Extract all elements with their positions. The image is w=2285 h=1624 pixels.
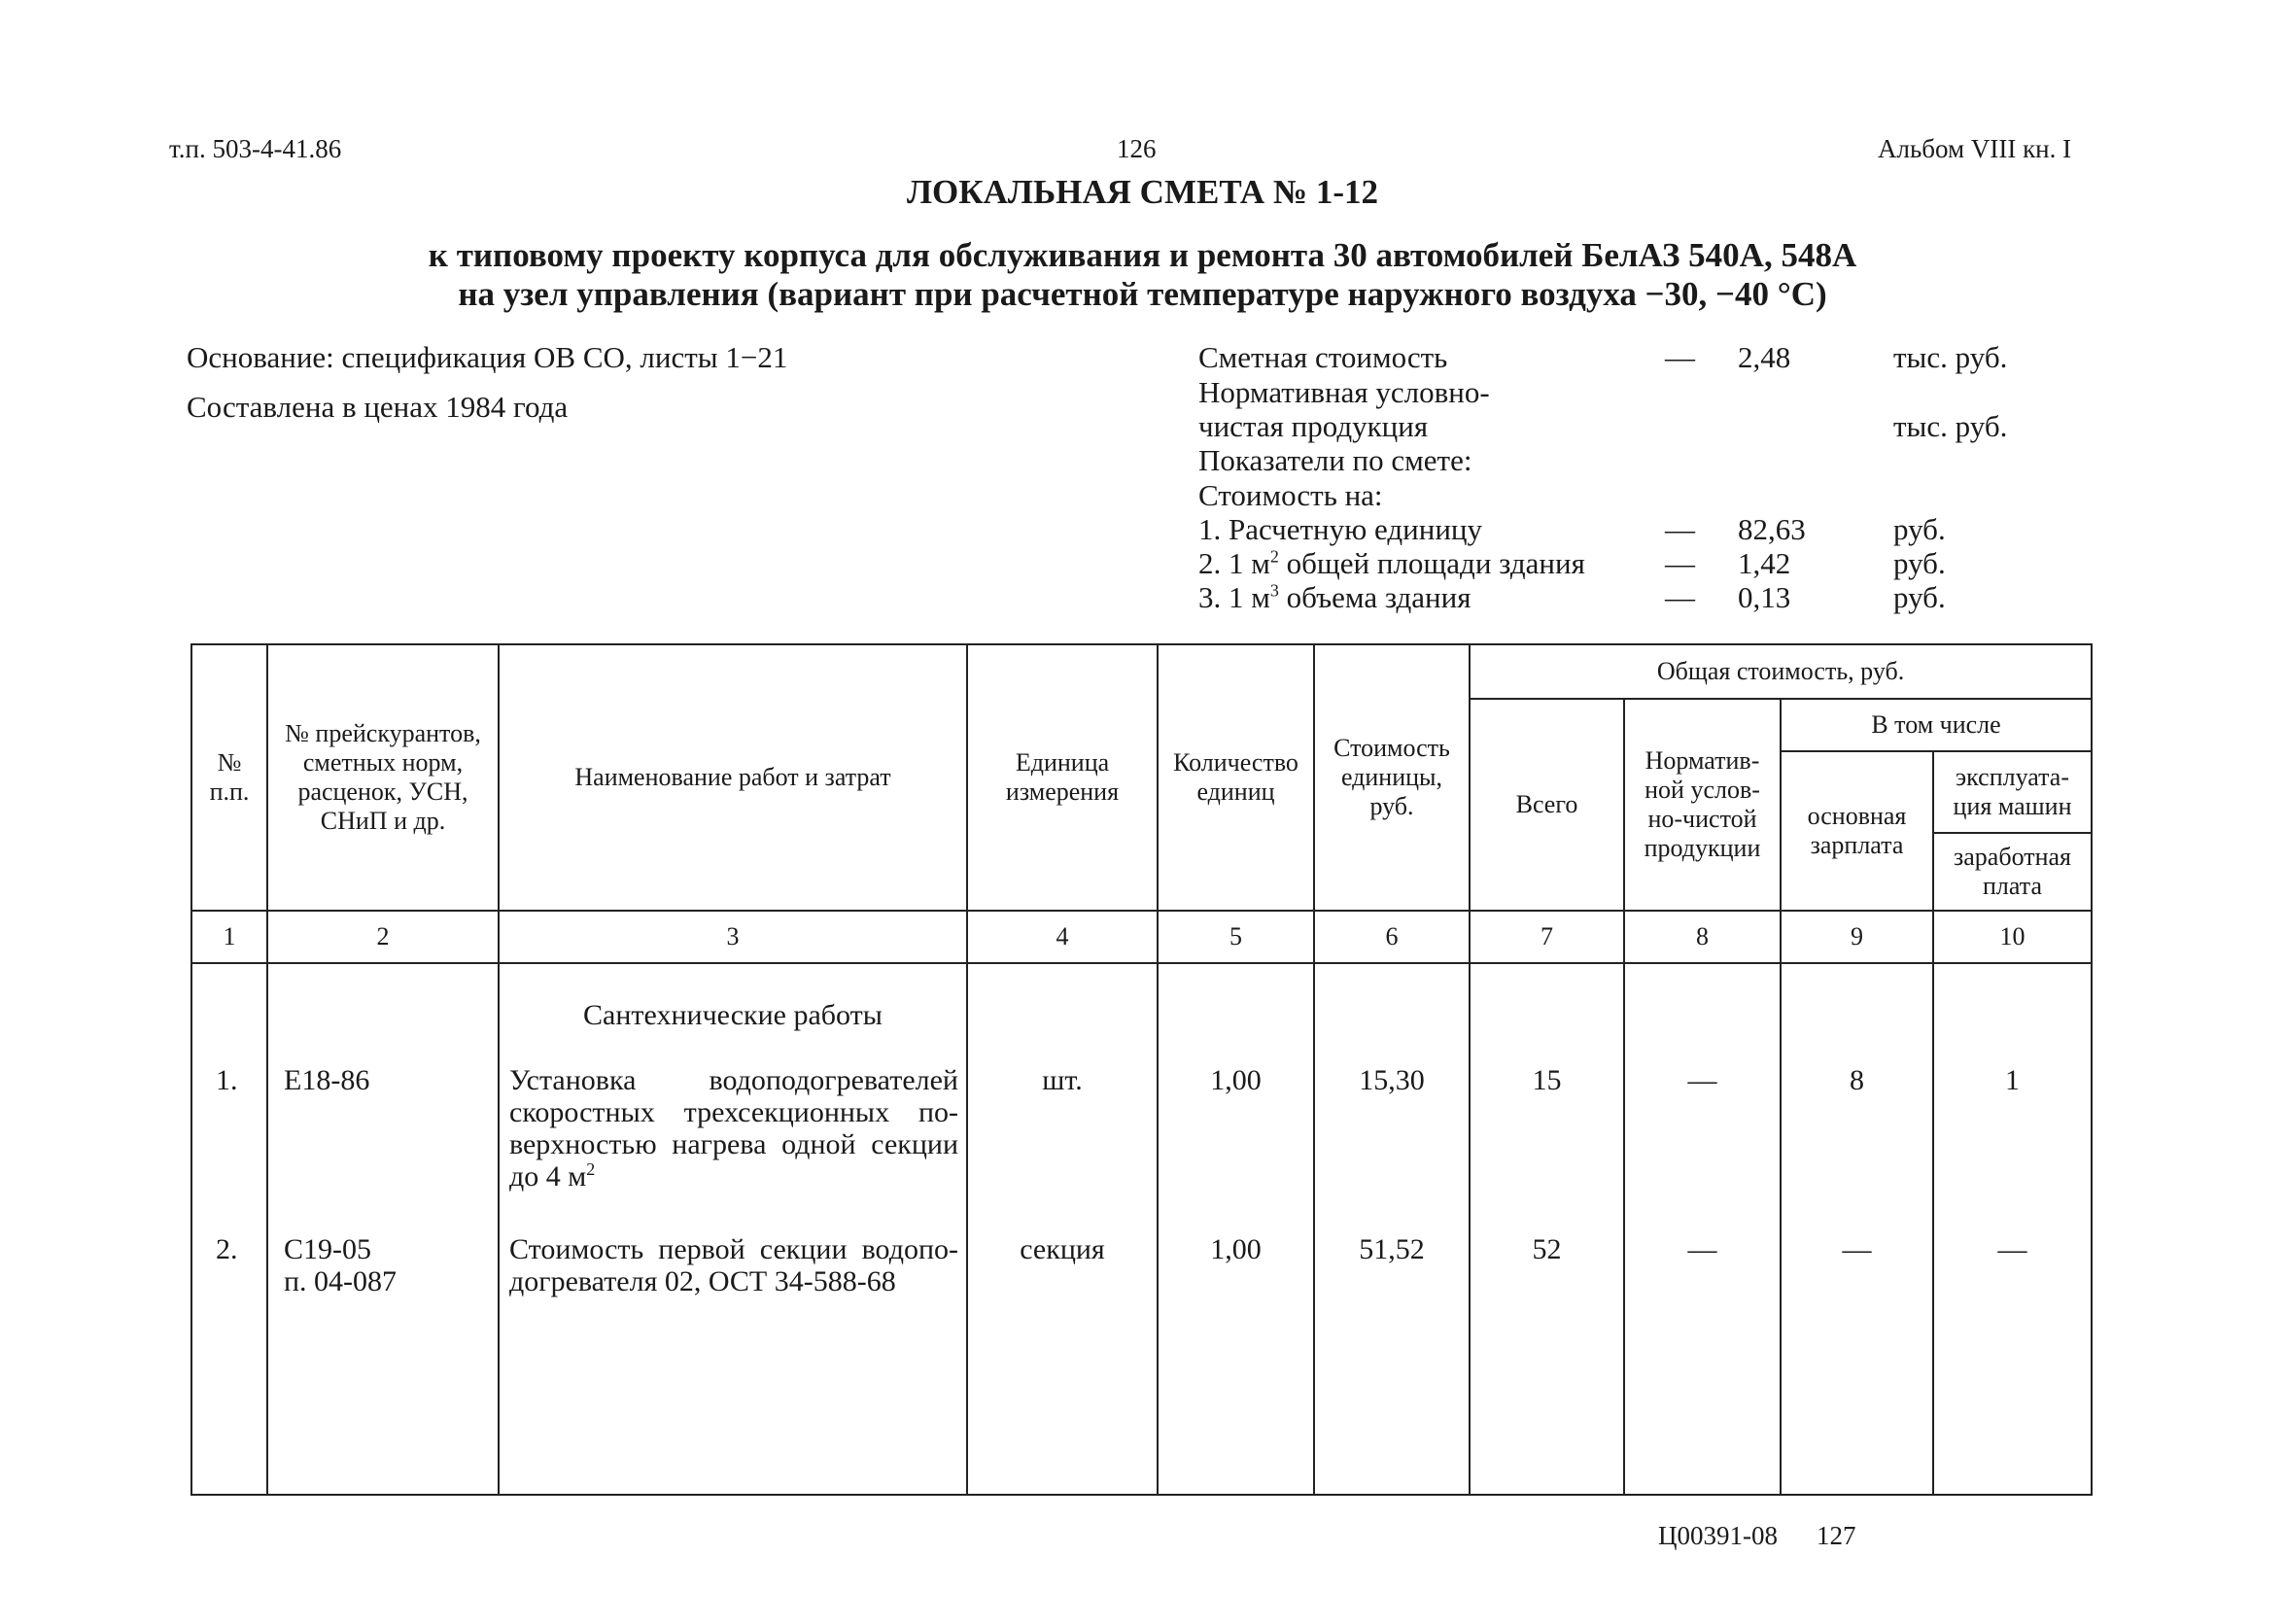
- summary-ind2-label-pre: 2. 1 м: [1198, 546, 1270, 580]
- summary-ind3-unit: руб.: [1893, 580, 1946, 614]
- header-normative: Норматив-ной услов-но-чистой продукции: [1624, 699, 1781, 911]
- column-numbers-row: [191, 911, 2092, 963]
- summary-norm-unit: тыс. руб.: [1893, 409, 2008, 443]
- row1-base-salary: 8: [1850, 1064, 1864, 1096]
- summary-ind2-row: [1198, 546, 2073, 580]
- summary-ind3-dash: —: [1665, 580, 1695, 614]
- summary-ind2-sup: 2: [1269, 546, 1279, 567]
- footer-page: 127: [1817, 1521, 1856, 1550]
- estimate-table: [190, 643, 2093, 1496]
- row2-unit: секция: [1020, 1233, 1105, 1265]
- summary-ind2-value: 1,42: [1738, 546, 1791, 580]
- row2-base-salary: —: [1842, 1233, 1872, 1265]
- doc-code: т.п. 503-4-41.86: [169, 134, 342, 163]
- summary-ind3-value: 0,13: [1738, 580, 1791, 614]
- summary-ind2-dash: —: [1665, 546, 1695, 580]
- row1-total: 15: [1532, 1064, 1562, 1096]
- header-total-group: Общая стоимость, руб.: [1470, 644, 2092, 699]
- section-title: Сантехнические работы: [583, 999, 883, 1031]
- row2-total: 52: [1532, 1233, 1562, 1265]
- page-number: 126: [1117, 134, 1157, 163]
- summary-ind2-label-post: общей площади здания: [1278, 546, 1585, 580]
- row2-machines: —: [1997, 1233, 2027, 1265]
- cell-code: [267, 963, 499, 1495]
- row2-code: С19-05: [284, 1233, 371, 1265]
- summary-cost-dash: —: [1665, 340, 1695, 374]
- cell-qty: [1158, 963, 1314, 1495]
- row1-machines: 1: [2005, 1064, 2021, 1096]
- summary-ind3-label-pre: 3. 1 м: [1198, 580, 1270, 614]
- row1-name: [509, 1064, 958, 1192]
- header-incl-group: В том числе: [1781, 699, 2092, 751]
- footer-code: Ц00391-08: [1658, 1521, 1778, 1550]
- col-number: 7: [1470, 911, 1624, 963]
- row1-code: Е18-86: [284, 1064, 370, 1096]
- summary-cost-row: [1198, 340, 2073, 374]
- summary-ind2-unit: руб.: [1893, 546, 1946, 580]
- col-number: 9: [1781, 911, 1933, 963]
- summary-ind3-label: [1198, 580, 1471, 615]
- row2-name: [509, 1233, 958, 1297]
- cell-unit-cost: [1314, 963, 1470, 1495]
- cell-unit: [967, 963, 1158, 1495]
- cell-base-salary: [1781, 963, 1933, 1495]
- row1-unit: шт.: [1042, 1064, 1083, 1096]
- summary-ind1-label: 1. Расчетную единицу: [1198, 512, 1483, 546]
- row1-normative: —: [1687, 1064, 1717, 1096]
- header-pricelist: № прейскурантов, сметных норм, расценок, УСН, СНиП и др.: [267, 644, 499, 911]
- cell-normative: [1624, 963, 1781, 1495]
- summary-indicators-row: [1198, 443, 2073, 477]
- row1-name-sup: 2: [586, 1159, 596, 1179]
- col-number: 5: [1158, 911, 1314, 963]
- summary-cost-unit: тыс. руб.: [1893, 340, 2008, 374]
- summary-indicators-label: Показатели по смете:: [1198, 443, 1472, 477]
- cell-name: [499, 963, 967, 1495]
- header-unit: Единица измерения: [967, 644, 1158, 911]
- col-number: 8: [1624, 911, 1781, 963]
- row2-unit-cost: 51,52: [1359, 1233, 1425, 1265]
- col-number: 3: [499, 911, 967, 963]
- summary-costper-row: [1198, 478, 2073, 512]
- header-num: № п.п.: [191, 644, 267, 911]
- summary-ind3-row: [1198, 580, 2073, 614]
- summary-costper-label: Стоимость на:: [1198, 478, 1383, 512]
- col-number: 10: [1933, 911, 2092, 963]
- doc-subtitle-1: к типовому проекту корпуса для обслуживания и ремонта 30 автомобилей БелАЗ 540А, 548А: [428, 236, 1857, 274]
- summary-norm-label-2: чистая продукция: [1198, 409, 1429, 443]
- summary-cost-value: 2,48: [1738, 340, 1791, 374]
- doc-title: ЛОКАЛЬНАЯ СМЕТА № 1-12: [906, 173, 1379, 211]
- header-base-salary: основная зарплата: [1781, 751, 1933, 911]
- row2-qty: 1,00: [1210, 1233, 1262, 1265]
- summary-norm-row-2: [1198, 409, 2073, 443]
- summary-ind3-label-post: объема здания: [1278, 580, 1471, 614]
- col-number: 6: [1314, 911, 1470, 963]
- header-unit-cost: Стоимость единицы, руб.: [1314, 644, 1470, 911]
- row1-qty: 1,00: [1210, 1064, 1262, 1096]
- header-wage: заработная плата: [1933, 833, 2092, 911]
- summary-norm-label-1: Нормативная условно-: [1198, 375, 1490, 409]
- header-qty: Количество единиц: [1158, 644, 1314, 911]
- row2-normative: —: [1687, 1233, 1717, 1265]
- summary-cost-label: Сметная стоимость: [1198, 340, 1448, 374]
- summary-ind3-sup: 3: [1269, 580, 1279, 601]
- row1-name-text: Установка водоподогревателей скоростных трехсекционных по-верхностью нагрева одной секции до 4 м: [509, 1064, 958, 1192]
- doc-subtitle-2: на узел управления (вариант при расчетной температуре наружного воздуха −30, −40 °С): [458, 275, 1827, 313]
- prices-line: Составлена в ценах 1984 года: [187, 390, 569, 424]
- row2-num: 2.: [216, 1233, 238, 1265]
- summary-ind2-label: [1198, 546, 1585, 581]
- col-number: 4: [967, 911, 1158, 963]
- cell-total: [1470, 963, 1624, 1495]
- summary-ind1-unit: руб.: [1893, 512, 1946, 546]
- col-number: 2: [267, 911, 499, 963]
- summary-ind1-dash: —: [1665, 512, 1695, 546]
- col-number: 1: [191, 911, 267, 963]
- row1-num: 1.: [216, 1064, 238, 1096]
- album-label: Альбом VIII кн. I: [1878, 134, 2072, 163]
- cell-num: [191, 963, 267, 1495]
- summary-norm-row-1: [1198, 375, 2073, 409]
- row1-unit-cost: 15,30: [1359, 1064, 1425, 1096]
- header-total: Всего: [1470, 699, 1624, 911]
- header-machines: эксплуата-ция машин: [1933, 751, 2092, 833]
- summary-ind1-value: 82,63: [1738, 512, 1806, 546]
- row2-code-2: п. 04-087: [284, 1265, 398, 1297]
- row2-name-text: Стоимость первой секции водопо-догревателя 02, ОСТ 34-588-68: [509, 1233, 958, 1297]
- header-name: Наименование работ и затрат: [499, 644, 967, 911]
- basis-line: Основание: спецификация ОВ СО, листы 1−21: [187, 340, 788, 374]
- summary-ind1-row: [1198, 512, 2073, 546]
- cell-machines: [1933, 963, 2092, 1495]
- table-body-row: [191, 963, 2092, 1495]
